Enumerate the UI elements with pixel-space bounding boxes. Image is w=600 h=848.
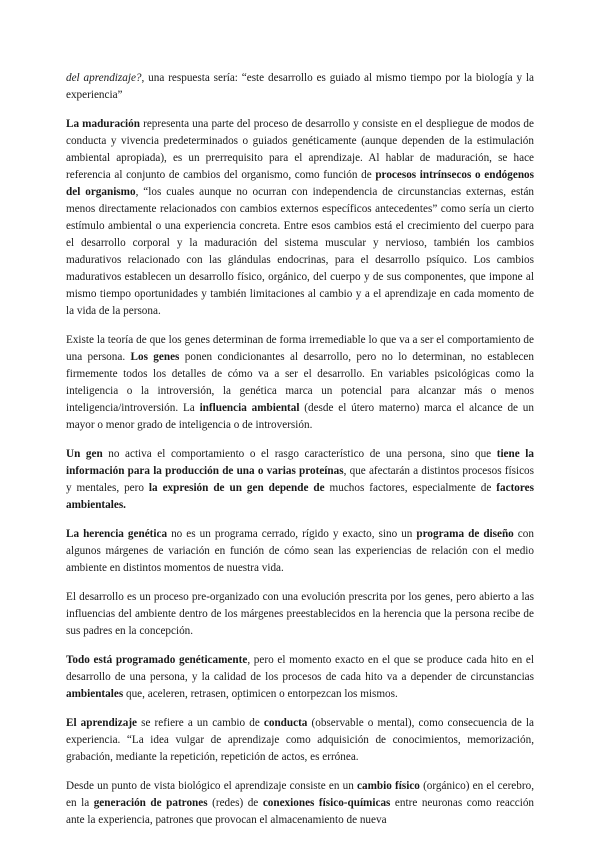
bold-term: conducta xyxy=(263,717,308,729)
bold-term: cambio físico xyxy=(357,780,420,792)
paragraph xyxy=(66,715,534,766)
paragraph xyxy=(66,652,534,703)
text-run: , que afectarán a distintos procesos físicos y mentales, pero xyxy=(66,465,534,494)
paragraph xyxy=(66,332,534,434)
bold-term: generación de patrones xyxy=(93,797,208,809)
bold-term: la expresión de un gen depende de xyxy=(148,482,325,494)
text-run: con algunos márgenes de variación en función de cómo sean las experiencias de relación con el medio ambiente en distintos momentos de nuestra vida. xyxy=(66,528,534,574)
paragraph xyxy=(66,70,534,104)
text-run: Existe la teoría de que los genes determinan de forma irremediable lo que va a ser el comportamiento de una persona. xyxy=(66,334,534,363)
paragraph xyxy=(66,778,534,829)
text-run: entre neuronas como reacción ante la experiencia, patrones que provocan el almacenamiento de nueva xyxy=(66,797,535,826)
bold-term: conexiones físico-químicas xyxy=(262,797,391,809)
text-run: (desde el útero materno) marca el alcance de un mayor o menor grado de inteligencia o de introversión. xyxy=(66,402,534,431)
bold-term: tiene la información para la producción de una o varias proteínas xyxy=(66,448,534,477)
bold-term: ambientales xyxy=(66,688,124,700)
paragraph xyxy=(66,116,534,320)
text-run: , una respuesta sería: “este desarrollo es guiado al mismo tiempo por la biología y la experiencia” xyxy=(66,72,534,101)
text-run: , “los cuales aunque no ocurran con independencia de circunstancias externas, están menos directamente relacionados con cambios externos específicos antecedentes” como sería un cierto estímulo ambiental o una experiencia concreta. Entre esos cambios está el crecimiento del cuerpo para el desarrollo corporal y la maduración del sistema muscular y nervioso, también los cambios madurativos relacionado con las glándulas endocrinas, para el desarrollo psíquico. Los cambios madurativos establecen un desarrollo físico, orgánico, del cuerpo y de sus componentes, que impone al mismo tiempo oportunidades y también limitaciones al cambio y a el aprendizaje en cada momento de la vida de la persona. xyxy=(66,186,535,317)
text-run: (observable o mental), como consecuencia de la experiencia. “La idea vulgar de aprendizaje como adquisición de conocimientos, memorización, grabación, mediante la repetición, repetición de actos, es errónea. xyxy=(66,717,534,763)
bold-term: influencia ambiental xyxy=(199,402,300,414)
text-run: ponen condicionantes al desarrollo, pero no lo determinan, no establecen firmemente todos los detalles de cómo va a ser el desarrollo. En variables psicológicas como la inteligencia o la introversión, la genética marca un potencial para alcanzar más o menos inteligencia/introversión. La xyxy=(66,351,534,414)
paragraph xyxy=(66,589,534,640)
text-run: no es un programa cerrado, rígido y exacto, sino un xyxy=(167,528,417,540)
paragraph xyxy=(66,526,534,577)
text-run: (redes) de xyxy=(207,797,263,809)
bold-term: Todo está programado genéticamente xyxy=(66,654,248,666)
bold-term: factores ambientales. xyxy=(66,482,534,511)
bold-term: programa de diseño xyxy=(416,528,514,540)
bold-term: El aprendizaje xyxy=(66,717,138,729)
bold-term: La herencia genética xyxy=(66,528,168,540)
text-run: representa una parte del proceso de desarrollo y consiste en el despliegue de modos de conducta y vivencia predeterminados o guiados genéticamente (aunque dependen de la estimulación ambiental apropiada), es un prerrequisito para el aprendizaje. Al hablar de maduración, se hace referencia al conjunto de cambios del organismo, como función de xyxy=(66,118,534,181)
italic-text: del aprendizaje? xyxy=(66,72,142,84)
text-run: Desde un punto de vista biológico el aprendizaje consiste en un xyxy=(66,780,358,792)
paragraph xyxy=(66,446,534,514)
text-run: no activa el comportamiento o el rasgo característico de una persona, sino que xyxy=(102,448,497,460)
bold-term: procesos intrínsecos o endógenos del organismo xyxy=(66,169,534,198)
bold-term: Los genes xyxy=(130,351,180,363)
text-run: que, aceleren, retrasen, optimicen o entorpezcan los mismos. xyxy=(123,688,398,700)
bold-term: La maduración xyxy=(66,118,140,130)
text-run: El desarrollo es un proceso pre-organizado con una evolución prescrita por los genes, pero abierto a las influencias del ambiente dentro de los márgenes preestablecidos en la herencia que la persona recibe de sus padres en la concepción. xyxy=(66,591,534,637)
text-run: (orgánico) en el cerebro, en la xyxy=(66,780,534,809)
text-run: se refiere a un cambio de xyxy=(137,717,264,729)
text-run: muchos factores, especialmente de xyxy=(324,482,497,494)
text-run: , pero el momento exacto en el que se produce cada hito en el desarrollo de una persona, y la calidad de los procesos de cada hito va a depender de circunstancias xyxy=(66,654,535,683)
bold-term: Un gen xyxy=(66,448,103,460)
